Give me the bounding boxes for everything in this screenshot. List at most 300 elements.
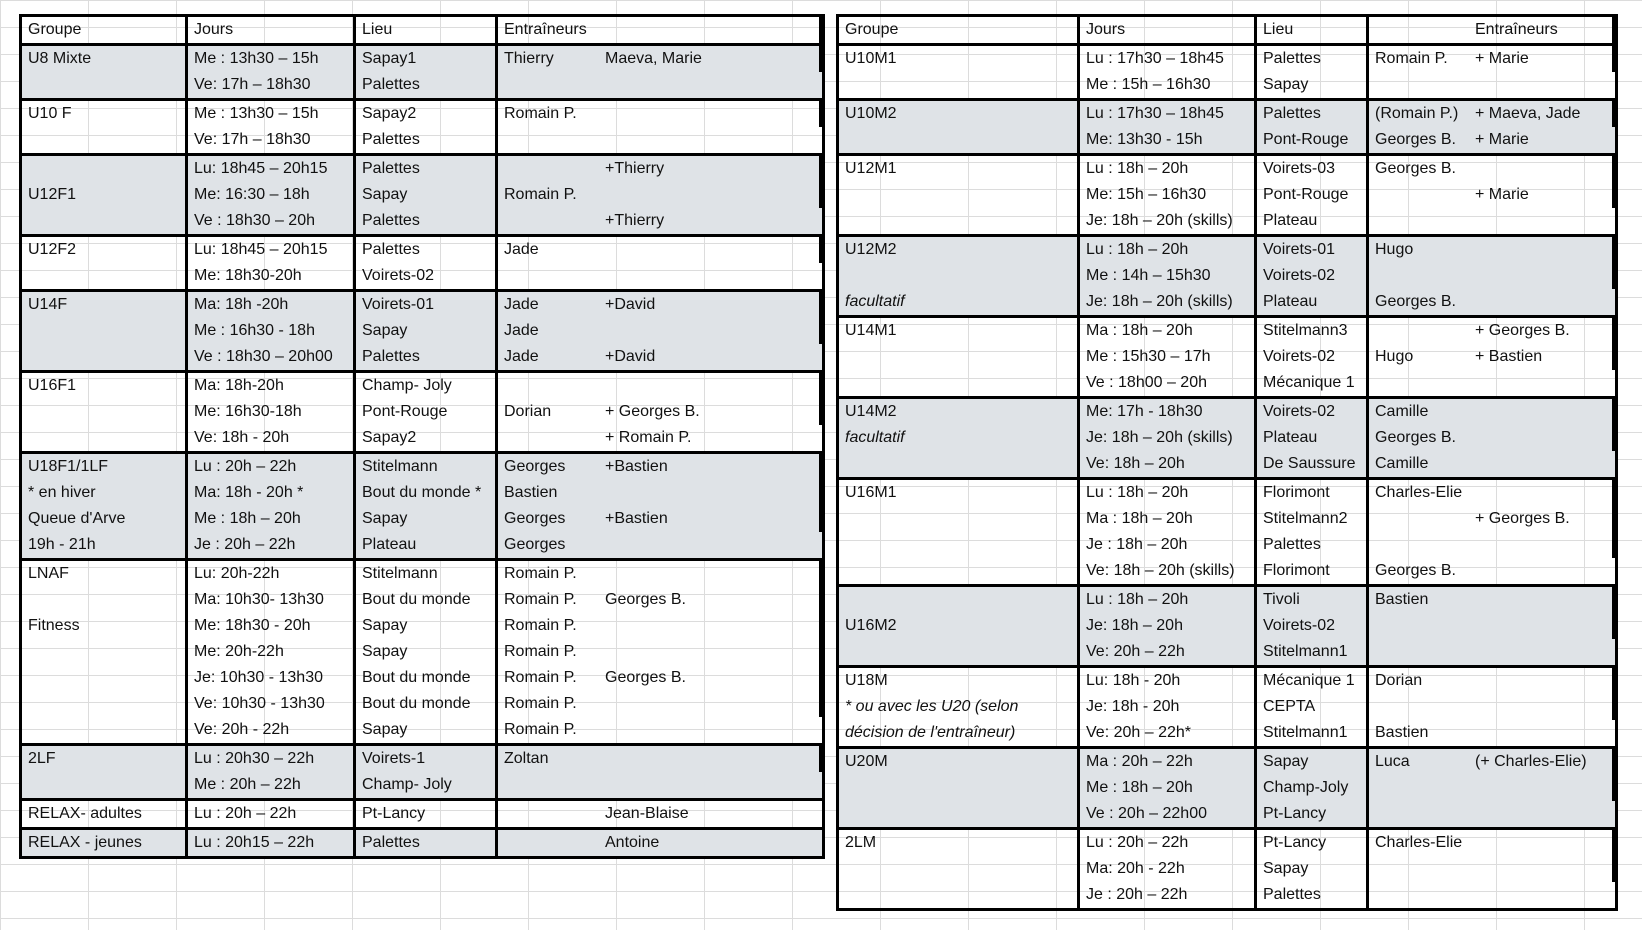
left-table-cell: Romain P.: [504, 669, 577, 686]
right-table-cell: De Saussure: [1257, 451, 1369, 477]
left-table-cell: Me: 16h30-18h: [188, 399, 356, 425]
right-table-cell: [839, 451, 1080, 477]
right-table-cell: Je: 18h - 20h: [1080, 694, 1257, 720]
right-table-cell: Georges B.: [1375, 293, 1456, 310]
left-table-cell: [599, 127, 822, 153]
left-table-cell: [22, 208, 188, 234]
right-table-cell: [1469, 668, 1615, 694]
right-table-cell: [1369, 801, 1469, 827]
left-table-cell: Palettes: [356, 208, 498, 234]
left-table-cell: Jade: [504, 241, 539, 258]
right-table-cell: + Marie: [1469, 46, 1615, 72]
left-header-cell: Lieu: [356, 17, 498, 43]
right-table-cell: Palettes: [1257, 532, 1369, 558]
right-table-cell: U18M: [839, 668, 1080, 694]
right-table-cell: Ve: 18h – 20h (skills): [1080, 558, 1257, 584]
right-table-cell: U14M2: [839, 399, 1080, 425]
right-group-block: [836, 830, 1618, 911]
left-table-cell: Palettes: [356, 344, 498, 370]
right-table-cell: [1369, 639, 1469, 665]
left-table-cell: Sapay1: [356, 46, 498, 72]
right-table-cell: Me : 15h30 – 17h: [1080, 344, 1257, 370]
right-table-cell: Pont-Rouge: [1257, 182, 1369, 208]
left-table-cell: +Thierry: [599, 156, 822, 182]
right-header-cell: Groupe: [839, 17, 1080, 43]
left-group-block: [19, 561, 825, 746]
left-table-cell: [599, 72, 822, 98]
right-group-block: [836, 101, 1618, 156]
right-table-cell: Georges B.: [1375, 562, 1456, 579]
left-table-cell: Me: 16:30 – 18h: [188, 182, 356, 208]
right-table-cell: [1469, 882, 1615, 908]
left-header-cell: Entraîneurs: [504, 21, 587, 38]
left-table-cell: +David: [599, 292, 822, 318]
right-table-cell: Je: 18h – 20h (skills): [1080, 208, 1257, 234]
right-table-cell: Je : 18h – 20h: [1080, 532, 1257, 558]
left-table-cell: Bout du monde: [356, 691, 498, 717]
left-table-cell: [22, 691, 188, 717]
left-table-cell: Romain P.: [504, 565, 577, 582]
right-header-cell: Lieu: [1257, 17, 1369, 43]
right-table-cell: Me: 15h – 16h30: [1080, 182, 1257, 208]
right-table-cell: [839, 127, 1080, 153]
left-table-cell: Me: 18h30 - 20h: [188, 613, 356, 639]
left-table-cell: [22, 399, 188, 425]
right-table-cell: [1369, 370, 1469, 396]
left-table-cell: [599, 613, 822, 639]
right-table-cell: [1469, 830, 1615, 856]
right-table-cell: Georges B.: [1375, 160, 1456, 177]
right-table-cell: (Romain P.): [1375, 105, 1459, 122]
right-table-cell: [1469, 370, 1615, 396]
left-table-cell: Romain P.: [504, 617, 577, 634]
left-table-cell: Ve: 10h30 - 13h30: [188, 691, 356, 717]
right-table-cell: [1469, 399, 1615, 425]
left-table-cell: Bastien: [504, 484, 558, 501]
right-schedule-table: [836, 14, 1618, 911]
right-table-cell: + Bastien: [1469, 344, 1615, 370]
right-header-cell: Entraîneurs: [1469, 17, 1615, 43]
right-table-cell: U16M2: [839, 613, 1080, 639]
left-table-cell: Georges: [504, 510, 566, 527]
right-table-cell: [1369, 506, 1469, 532]
left-table-cell: [498, 72, 599, 98]
right-table-cell: Lu : 17h30 – 18h45: [1080, 101, 1257, 127]
right-table-cell: Je: 18h – 20h (skills): [1080, 425, 1257, 451]
right-table-cell: [1369, 182, 1469, 208]
left-table-cell: Sapay: [356, 639, 498, 665]
right-group-block: [836, 237, 1618, 318]
left-table-cell: Jean-Blaise: [605, 805, 689, 822]
left-table-cell: [22, 156, 188, 182]
right-table-cell: Me : 15h – 16h30: [1080, 72, 1257, 98]
left-table-cell: Romain P.: [504, 105, 577, 122]
left-group-block: [19, 46, 825, 101]
right-table-cell: [839, 532, 1080, 558]
left-table-cell: + Georges B.: [599, 399, 822, 425]
right-table-cell: * ou avec les U20 (selon: [839, 694, 1080, 720]
left-table-cell: U12F1: [22, 182, 188, 208]
left-table-cell: Georges: [504, 458, 566, 475]
right-table-cell: U12M1: [839, 156, 1080, 182]
left-table-cell: RELAX- adultes: [22, 801, 188, 827]
right-table-cell: [1469, 639, 1615, 665]
right-table-cell: [1469, 72, 1615, 98]
right-table-cell: [1369, 882, 1469, 908]
left-group-block: [19, 454, 825, 561]
right-table-cell: Stitelmann3: [1257, 318, 1369, 344]
left-table-cell: [22, 344, 188, 370]
left-table-cell: Champ- Joly: [356, 772, 498, 798]
right-table-cell: Florimont: [1257, 480, 1369, 506]
left-table-cell: Ma: 18h - 20h *: [188, 480, 356, 506]
right-table-cell: 2LM: [839, 830, 1080, 856]
left-table-cell: Ve : 18h30 – 20h: [188, 208, 356, 234]
left-table-cell: Palettes: [356, 237, 498, 263]
right-table-cell: Ve : 18h00 – 20h: [1080, 370, 1257, 396]
left-table-cell: Sapay: [356, 506, 498, 532]
right-table-cell: [839, 558, 1080, 584]
left-table-cell: Me: 18h30-20h: [188, 263, 356, 289]
right-table-cell: Hugo: [1375, 348, 1414, 365]
right-table-cell: Lu : 18h – 20h: [1080, 156, 1257, 182]
right-table-cell: [1369, 613, 1469, 639]
left-table-cell: [498, 830, 599, 856]
right-table-cell: [1469, 532, 1615, 558]
left-table-cell: Jade: [504, 348, 539, 365]
right-table-cell: + Maeva, Jade: [1469, 101, 1615, 127]
left-table-cell: Fitness: [22, 613, 188, 639]
right-table-cell: U12M2: [839, 237, 1080, 263]
left-table-cell: Champ- Joly: [356, 373, 498, 399]
left-table-cell: Ma: 18h -20h: [188, 292, 356, 318]
right-header-cell: [1369, 17, 1469, 43]
left-table-cell: [498, 772, 599, 798]
right-table-cell: Dorian: [1375, 672, 1423, 689]
left-table-cell: Romain P.: [504, 591, 577, 608]
left-table-cell: Sapay: [356, 717, 498, 743]
right-table-cell: [1469, 694, 1615, 720]
right-table-cell: Ve: 18h – 20h: [1080, 451, 1257, 477]
left-header-cell: [599, 17, 822, 43]
left-table-cell: [599, 318, 822, 344]
left-table-cell: [599, 182, 822, 208]
left-table-cell: +Thierry: [605, 212, 665, 229]
left-table-cell: [599, 263, 822, 289]
left-table-cell: Pont-Rouge: [356, 399, 498, 425]
right-table-cell: Stitelmann1: [1257, 639, 1369, 665]
left-table-cell: U8 Mixte: [22, 46, 188, 72]
left-table-cell: Sapay: [356, 613, 498, 639]
right-table-cell: Sapay: [1257, 856, 1369, 882]
left-group-block: [19, 101, 825, 156]
right-table-cell: Camille: [1375, 455, 1429, 472]
left-table-cell: [498, 156, 599, 182]
right-table-cell: Plateau: [1257, 289, 1369, 315]
right-table-cell: Ve : 20h – 22h00: [1080, 801, 1257, 827]
left-table-cell: Lu : 20h15 – 22h: [188, 830, 356, 856]
left-table-cell: Zoltan: [504, 750, 549, 767]
left-table-cell: Georges B.: [599, 665, 822, 691]
left-table-cell: Ve: 20h - 22h: [188, 717, 356, 743]
right-table-cell: Lu : 17h30 – 18h45: [1080, 46, 1257, 72]
right-table-cell: Florimont: [1257, 558, 1369, 584]
left-table-cell: [22, 639, 188, 665]
left-table-cell: Georges B.: [599, 587, 822, 613]
right-table-cell: Stitelmann2: [1257, 506, 1369, 532]
left-table-cell: [498, 801, 599, 827]
left-table-cell: [22, 665, 188, 691]
left-table-cell: Maeva, Marie: [599, 46, 822, 72]
left-table-cell: 19h - 21h: [22, 532, 188, 558]
right-table-cell: [1369, 263, 1469, 289]
right-table-cell: [1469, 451, 1615, 477]
right-table-cell: Lu: 18h - 20h: [1080, 668, 1257, 694]
left-table-cell: + Romain P.: [605, 429, 692, 446]
right-table-cell: [1369, 208, 1469, 234]
left-table-cell: Bout du monde: [356, 587, 498, 613]
left-table-cell: Plateau: [356, 532, 498, 558]
right-table-cell: Pt-Lancy: [1257, 801, 1369, 827]
right-table-cell: U10M1: [839, 46, 1080, 72]
left-table-cell: Voirets-1: [356, 746, 498, 772]
left-table-cell: LNAF: [22, 561, 188, 587]
right-table-cell: U16M1: [839, 480, 1080, 506]
left-schedule-table: [19, 14, 825, 859]
left-group-block: [19, 801, 825, 830]
right-table-cell: [1369, 318, 1469, 344]
left-table-cell: [599, 237, 822, 263]
right-table-cell: Tivoli: [1257, 587, 1369, 613]
left-header-row: [19, 14, 825, 46]
left-table-cell: Lu: 18h45 – 20h15: [188, 156, 356, 182]
left-table-cell: Sapay: [356, 182, 498, 208]
right-table-cell: Plateau: [1257, 208, 1369, 234]
right-group-block: [836, 480, 1618, 587]
left-table-cell: Me : 18h – 20h: [188, 506, 356, 532]
right-table-cell: [1469, 775, 1615, 801]
right-table-cell: Me : 14h – 15h30: [1080, 263, 1257, 289]
right-table-cell: Ve: 20h – 22h: [1080, 639, 1257, 665]
left-table-cell: Lu: 20h-22h: [188, 561, 356, 587]
right-table-cell: U14M1: [839, 318, 1080, 344]
right-group-block: [836, 46, 1618, 101]
right-header-cell: Jours: [1080, 17, 1257, 43]
left-table-cell: U14F: [22, 292, 188, 318]
left-table-cell: [22, 263, 188, 289]
right-table-cell: Ma : 18h – 20h: [1080, 318, 1257, 344]
left-table-cell: +Bastien: [599, 454, 822, 480]
right-table-cell: [1369, 856, 1469, 882]
right-group-block: [836, 587, 1618, 668]
left-table-cell: [599, 373, 822, 399]
left-table-cell: [498, 425, 599, 451]
right-table-cell: + Marie: [1475, 131, 1529, 148]
left-group-block: [19, 237, 825, 292]
right-table-cell: Mécanique 1: [1257, 370, 1369, 396]
right-table-cell: [1469, 156, 1615, 182]
left-table-cell: U12F2: [22, 237, 188, 263]
left-table-cell: [498, 127, 599, 153]
right-table-cell: [1469, 613, 1615, 639]
right-table-cell: Je: 18h – 20h (skills): [1080, 289, 1257, 315]
right-table-cell: [839, 775, 1080, 801]
right-table-cell: Je: 18h – 20h: [1080, 613, 1257, 639]
right-table-cell: [1469, 558, 1615, 584]
left-table-cell: Romain P.: [504, 186, 577, 203]
left-group-block: [19, 156, 825, 237]
right-table-cell: [1469, 720, 1615, 746]
left-table-cell: Queue d'Arve: [22, 506, 188, 532]
right-table-cell: Charles-Elie: [1375, 484, 1463, 501]
left-table-cell: [498, 263, 599, 289]
right-table-cell: Voirets-02: [1257, 399, 1369, 425]
right-table-cell: Lu : 18h – 20h: [1080, 480, 1257, 506]
left-table-cell: [22, 425, 188, 451]
right-table-cell: U20M: [839, 749, 1080, 775]
right-table-cell: [839, 182, 1080, 208]
right-table-cell: Voirets-02: [1257, 263, 1369, 289]
right-table-cell: Lu : 20h – 22h: [1080, 830, 1257, 856]
left-table-cell: Ma: 10h30- 13h30: [188, 587, 356, 613]
left-table-cell: Je: 10h30 - 13h30: [188, 665, 356, 691]
right-table-cell: Luca: [1375, 753, 1410, 770]
right-table-cell: U10M2: [839, 101, 1080, 127]
right-group-block: [836, 399, 1618, 480]
right-table-cell: Georges B.: [1375, 131, 1456, 148]
right-table-cell: Hugo: [1375, 241, 1414, 258]
left-table-cell: Stitelmann: [356, 454, 498, 480]
right-header-row: [836, 14, 1618, 46]
right-table-cell: facultatif: [839, 289, 1080, 315]
right-table-cell: [1369, 532, 1469, 558]
right-table-cell: CEPTA: [1257, 694, 1369, 720]
right-table-cell: Voirets-02: [1257, 344, 1369, 370]
right-table-cell: [1469, 237, 1615, 263]
right-table-cell: Romain P.: [1375, 50, 1448, 67]
right-table-cell: [1469, 263, 1615, 289]
left-table-cell: Romain P.: [504, 721, 577, 738]
left-group-block: [19, 292, 825, 373]
right-table-cell: [839, 344, 1080, 370]
left-header-cell: Groupe: [22, 17, 188, 43]
left-table-cell: [22, 772, 188, 798]
right-table-cell: Charles-Elie: [1375, 834, 1463, 851]
left-table-cell: Romain P.: [504, 643, 577, 660]
left-table-cell: Bout du monde: [356, 665, 498, 691]
right-table-cell: Voirets-01: [1257, 237, 1369, 263]
left-table-cell: [599, 772, 822, 798]
left-table-cell: Me: 20h-22h: [188, 639, 356, 665]
left-table-cell: Jade: [504, 296, 539, 313]
right-table-cell: Champ-Joly: [1257, 775, 1369, 801]
left-table-cell: Me : 16h30 - 18h: [188, 318, 356, 344]
left-group-block: [19, 746, 825, 801]
left-table-cell: Georges: [504, 536, 566, 553]
right-table-cell: [1469, 801, 1615, 827]
left-table-cell: RELAX - jeunes: [22, 830, 188, 856]
right-table-cell: Lu : 18h – 20h: [1080, 237, 1257, 263]
right-table-cell: Ma : 20h – 22h: [1080, 749, 1257, 775]
left-table-cell: U18F1/1LF: [22, 454, 188, 480]
left-table-cell: U16F1: [22, 373, 188, 399]
left-table-cell: [599, 691, 822, 717]
right-group-block: [836, 318, 1618, 399]
left-table-cell: +David: [605, 348, 656, 365]
right-table-cell: [839, 639, 1080, 665]
right-table-cell: [839, 801, 1080, 827]
left-table-cell: [22, 587, 188, 613]
right-table-cell: Camille: [1375, 403, 1429, 420]
left-table-cell: Bout du monde *: [356, 480, 498, 506]
left-table-cell: Ve: 18h - 20h: [188, 425, 356, 451]
right-table-cell: [839, 208, 1080, 234]
right-table-cell: [1369, 775, 1469, 801]
right-table-cell: [1469, 856, 1615, 882]
left-table-cell: Palettes: [356, 72, 498, 98]
left-table-cell: [22, 72, 188, 98]
left-table-cell: Me : 13h30 – 15h: [188, 101, 356, 127]
right-table-cell: + Georges B.: [1469, 318, 1615, 344]
right-table-cell: Ve: 20h – 22h*: [1080, 720, 1257, 746]
left-table-cell: Antoine: [605, 834, 660, 851]
right-table-cell: [839, 506, 1080, 532]
left-table-cell: Me : 20h – 22h: [188, 772, 356, 798]
left-table-cell: Palettes: [356, 156, 498, 182]
right-table-cell: [839, 263, 1080, 289]
right-table-cell: [1469, 425, 1615, 451]
left-table-cell: Ve: 17h – 18h30: [188, 127, 356, 153]
left-table-cell: [22, 717, 188, 743]
left-table-cell: [22, 127, 188, 153]
left-table-cell: Lu : 20h – 22h: [188, 454, 356, 480]
right-table-cell: Pont-Rouge: [1257, 127, 1369, 153]
right-table-cell: Plateau: [1257, 425, 1369, 451]
right-table-cell: Palettes: [1257, 101, 1369, 127]
right-table-cell: Lu : 18h – 20h: [1080, 587, 1257, 613]
right-table-cell: Voirets-03: [1257, 156, 1369, 182]
left-table-cell: Voirets-01: [356, 292, 498, 318]
left-table-cell: [599, 717, 822, 743]
right-table-cell: décision de l'entraîneur): [839, 720, 1080, 746]
right-table-cell: [1369, 72, 1469, 98]
left-table-cell: * en hiver: [22, 480, 188, 506]
left-table-cell: Pt-Lancy: [356, 801, 498, 827]
left-table-cell: [498, 373, 599, 399]
right-table-cell: Palettes: [1257, 882, 1369, 908]
left-table-cell: Ve: 17h – 18h30: [188, 72, 356, 98]
right-table-cell: facultatif: [839, 425, 1080, 451]
left-table-cell: [599, 532, 822, 558]
left-table-cell: Voirets-02: [356, 263, 498, 289]
left-table-cell: Palettes: [356, 127, 498, 153]
right-table-cell: [1469, 289, 1615, 315]
right-table-cell: + Georges B.: [1469, 506, 1615, 532]
left-table-cell: Romain P.: [504, 695, 577, 712]
left-table-cell: Thierry: [504, 50, 554, 67]
left-table-cell: [599, 101, 822, 127]
left-table-cell: U10 F: [22, 101, 188, 127]
left-table-cell: Lu : 20h – 22h: [188, 801, 356, 827]
right-table-cell: + Marie: [1469, 182, 1615, 208]
left-table-cell: [498, 208, 599, 234]
right-table-cell: Bastien: [1375, 591, 1429, 608]
left-table-cell: [599, 480, 822, 506]
left-group-block: [19, 830, 825, 859]
right-table-cell: Pt-Lancy: [1257, 830, 1369, 856]
left-table-cell: Lu : 20h30 – 22h: [188, 746, 356, 772]
right-group-block: [836, 156, 1618, 237]
